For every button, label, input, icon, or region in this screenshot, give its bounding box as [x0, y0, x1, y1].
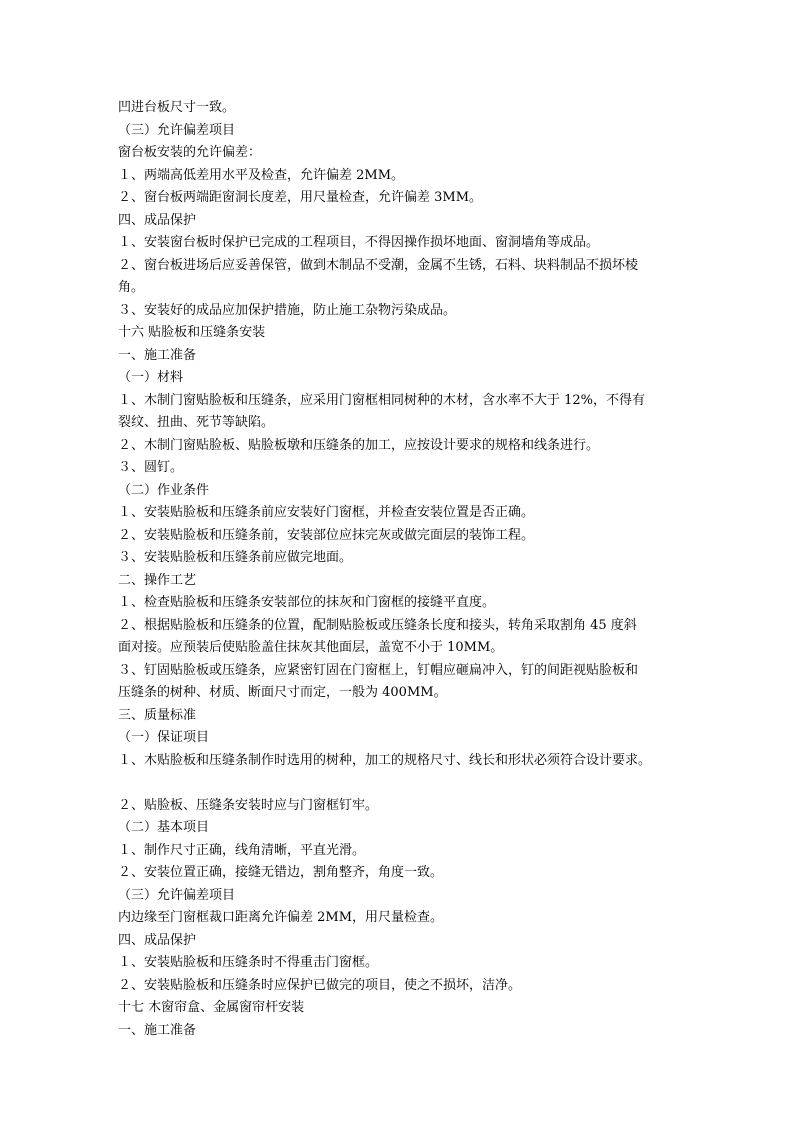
text-line: 内边缘至门窗框裁口距离允许偏差 2MM，用尺量检查。 — [118, 910, 444, 925]
list-item: ２、窗台板两端距窗洞长度差，用尺量检查，允许偏差 3MM。 — [118, 190, 483, 205]
list-item: ２、安装位置正确，接缝无错边，割角整齐，角度一致。 — [118, 865, 444, 880]
document-body — [118, 97, 678, 1042]
subsection-heading: （二）基本项目 — [118, 820, 210, 835]
list-item: １、安装贴脸板和压缝条前应安装好门窗框，并检查安装位置是否正确。 — [118, 505, 535, 520]
list-item-continuation: 角。 — [118, 280, 145, 295]
list-item: ３、圆钉。 — [118, 460, 184, 475]
list-item-continuation: 裂纹、扭曲、死节等缺陷。 — [118, 415, 275, 430]
list-item: ３、钉固贴脸板或压缝条，应紧密钉固在门窗框上，钉帽应砸扁冲入，钉的间距视贴脸板和 — [118, 662, 639, 678]
chapter-heading: 十六 贴脸板和压缝条安装 — [118, 325, 266, 340]
list-item: ２、安装贴脸板和压缝条时应保护已做完的项目，使之不损坏，洁净。 — [118, 977, 522, 993]
list-item: １、木贴脸板和压缝条制作时选用的树种，加工的规格尺寸、线长和形状必须符合设计要求。 — [118, 752, 652, 768]
list-item: ２、木制门窗贴脸板、贴脸板墩和压缝条的加工，应按设计要求的规格和线条进行。 — [118, 437, 600, 453]
subsection-heading: （三）允许偏差项目 — [118, 887, 236, 903]
list-item: １、安装窗台板时保护已完成的工程项目，不得因操作损坏地面、窗洞墙角等成品。 — [118, 235, 600, 250]
blank-line — [118, 772, 678, 795]
text-line: 凹进台板尺寸一致。 — [118, 100, 236, 115]
list-item: ２、窗台板进场后应妥善保管，做到木制品不受潮，金属不生锈，石料、块料制品不损坏棱 — [118, 257, 639, 273]
subsection-heading: （二）作业条件 — [118, 482, 210, 498]
chapter-heading: 十七 木窗帘盒、金属窗帘杆安装 — [118, 1000, 305, 1015]
section-heading: 四、成品保护 — [118, 932, 197, 948]
list-item-continuation: 面对接。应预装后使贴脸盖住抹灰其他面层，盖宽不小于 10MM。 — [118, 640, 504, 655]
list-item-continuation: 压缝条的树种、材质、断面尺寸而定，一般为 400MM。 — [118, 685, 447, 700]
subsection-heading: （一）材料 — [118, 370, 184, 385]
section-heading: 一、施工准备 — [118, 347, 197, 363]
subsection-heading: （一）保证项目 — [118, 730, 210, 745]
list-item: １、安装贴脸板和压缝条时不得重击门窗框。 — [118, 955, 379, 970]
list-item: １、制作尺寸正确，线角清晰，平直光滑。 — [118, 842, 366, 858]
section-heading: 一、施工准备 — [118, 1022, 197, 1038]
list-item: １、两端高低差用水平及检查，允许偏差 2MM。 — [118, 167, 405, 183]
list-item: ３、安装贴脸板和压缝条前应做完地面。 — [118, 550, 353, 565]
list-item: ３、安装好的成品应加保护措施，防止施工杂物污染成品。 — [118, 302, 457, 318]
list-item: １、检查贴脸板和压缝条安装部位的抹灰和门窗框的接缝平直度。 — [118, 595, 496, 610]
section-heading: 三、质量标准 — [118, 707, 197, 723]
list-item: ２、安装贴脸板和压缝条前，安装部位应抹完灰或做完面层的装饰工程。 — [118, 527, 535, 543]
section-heading: 二、操作工艺 — [118, 572, 197, 588]
text-line: 窗台板安装的允许偏差： — [118, 145, 262, 160]
list-item: １、木制门窗贴脸板和压缝条，应采用门窗框相同树种的木材，含水率不大于 12%，不得有 — [118, 392, 646, 408]
section-heading: 四、成品保护 — [118, 212, 197, 228]
section-heading: （三）允许偏差项目 — [118, 122, 236, 138]
list-item: ２、贴脸板、压缝条安装时应与门窗框钉牢。 — [118, 797, 379, 813]
list-item: ２、根据贴脸板和压缝条的位置，配制贴脸板或压缝条长度和接头，转角采取割角 45 度斜 — [118, 617, 637, 633]
